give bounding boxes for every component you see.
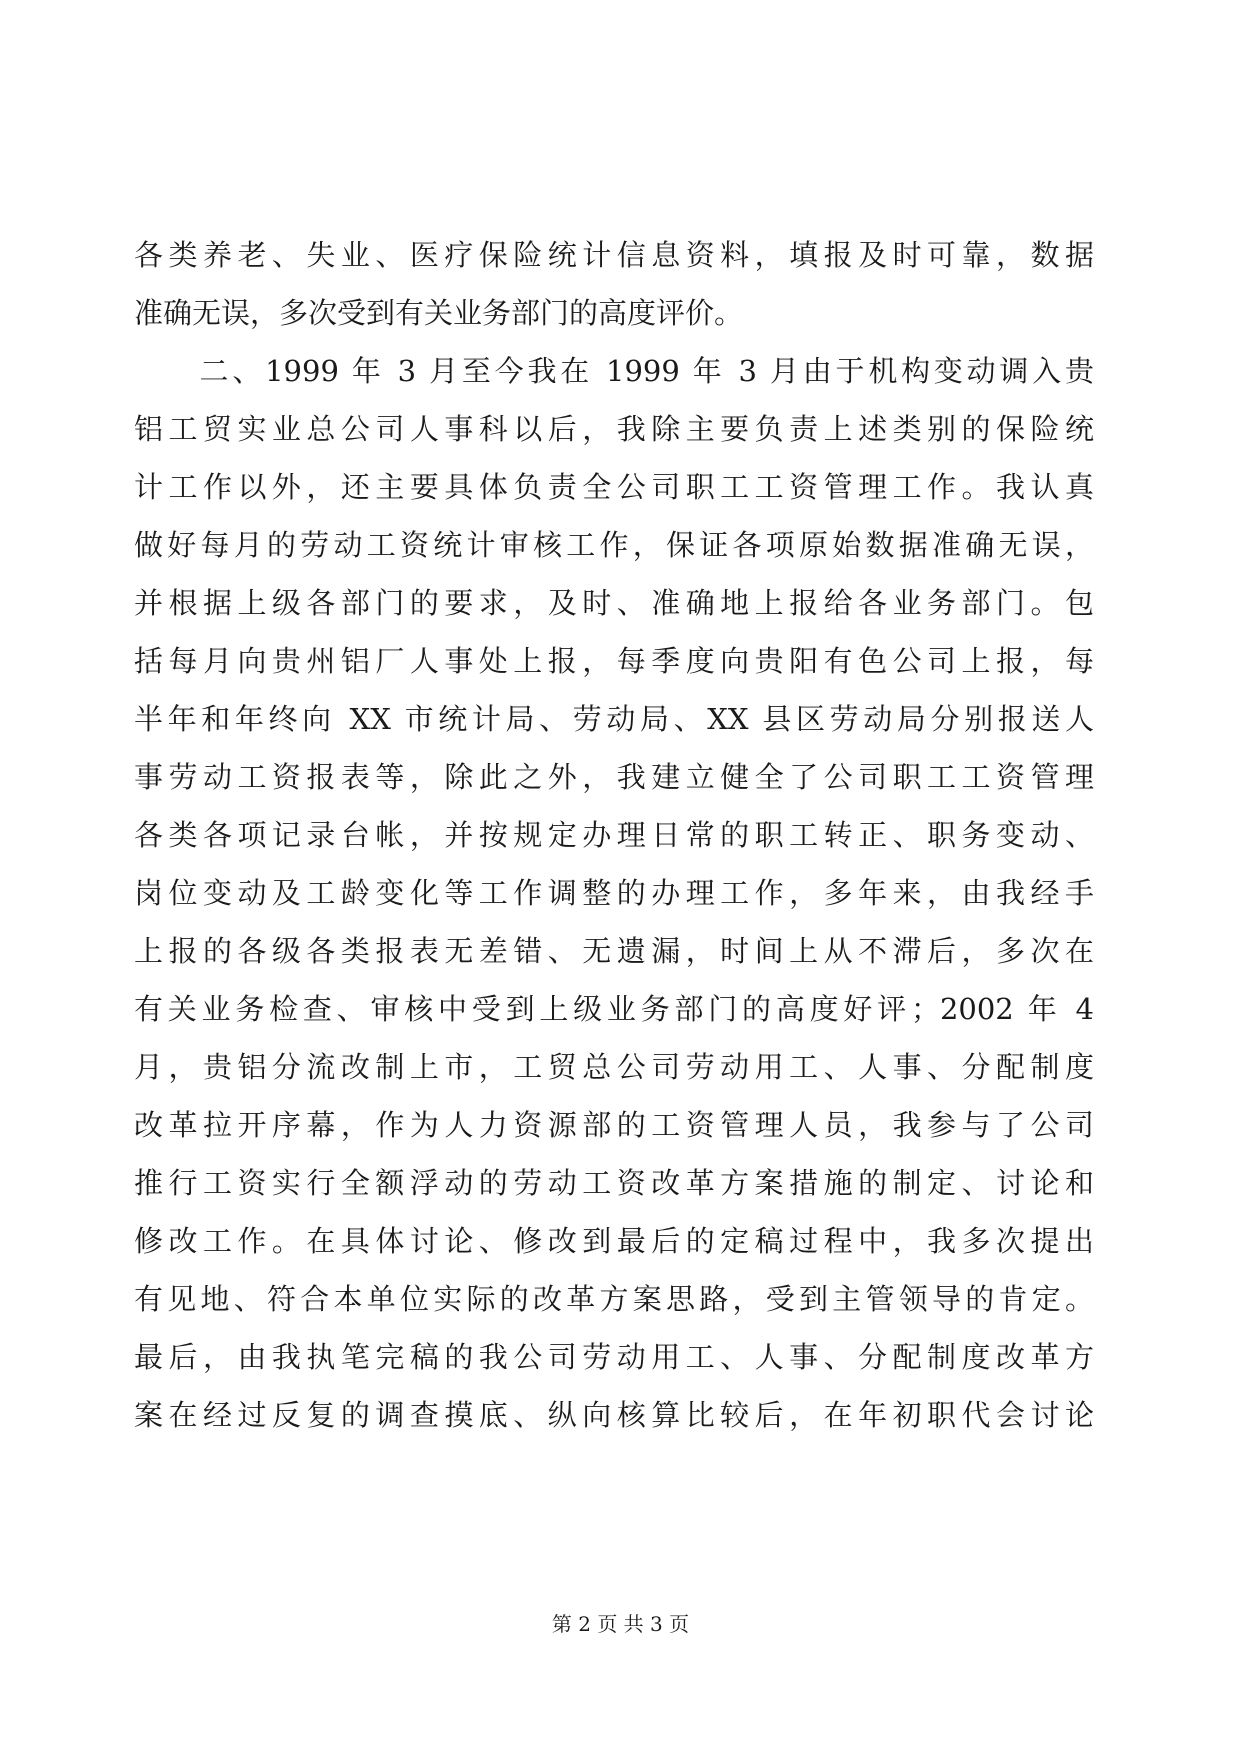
text-line: 改革拉开序幕，作为人力资源部的工资管理人员，我参与了公司 [134,1108,1094,1142]
text-line: 各类养老、失业、医疗保险统计信息资料，填报及时可靠，数据 [134,238,1094,272]
text-line: 推行工资实行全额浮动的劳动工资改革方案措施的制定、讨论和 [134,1166,1094,1200]
text-line: 并根据上级各部门的要求，及时、准确地上报给各业务部门。包 [134,586,1094,620]
body-text [134,226,1094,1444]
text-line: 最后，由我执笔完稿的我公司劳动用工、人事、分配制度改革方 [134,1340,1094,1374]
text-line: 计工作以外，还主要具体负责全公司职工工资管理工作。我认真 [134,470,1094,504]
text-line: 上报的各级各类报表无差错、无遗漏，时间上从不滞后，多次在 [134,934,1094,968]
text-line: 事劳动工资报表等，除此之外，我建立健全了公司职工工资管理 [134,760,1094,794]
text-line: 月，贵铝分流改制上市，工贸总公司劳动用工、人事、分配制度 [134,1050,1094,1084]
text-line: 准确无误，多次受到有关业务部门的高度评价。 [134,296,744,330]
page-footer: 第 2 页 共 3 页 [551,1612,690,1636]
text-line: 案在经过反复的调查摸底、纵向核算比较后，在年初职代会讨论 [134,1398,1094,1432]
text-line: 各类各项记录台帐，并按规定办理日常的职工转正、职务变动、 [134,818,1094,852]
text-line: 有见地、符合本单位实际的改革方案思路，受到主管领导的肯定。 [134,1282,1094,1316]
text-line: 岗位变动及工龄变化等工作调整的办理工作，多年来，由我经手 [134,876,1094,910]
text-line: 二、1999 年 3 月至今我在 1999 年 3 月由于机构变动调入贵 [134,354,1094,388]
text-line: 铝工贸实业总公司人事科以后，我除主要负责上述类别的保险统 [134,412,1094,446]
text-line: 修改工作。在具体讨论、修改到最后的定稿过程中，我多次提出 [134,1224,1094,1258]
text-line: 括每月向贵州铝厂人事处上报，每季度向贵阳有色公司上报，每 [134,644,1094,678]
text-line: 做好每月的劳动工资统计审核工作，保证各项原始数据准确无误， [134,528,1094,562]
text-line: 半年和年终向 XX 市统计局、劳动局、XX 县区劳动局分别报送人 [134,702,1094,736]
text-line: 有关业务检查、审核中受到上级业务部门的高度好评；2002 年 4 [134,992,1094,1026]
